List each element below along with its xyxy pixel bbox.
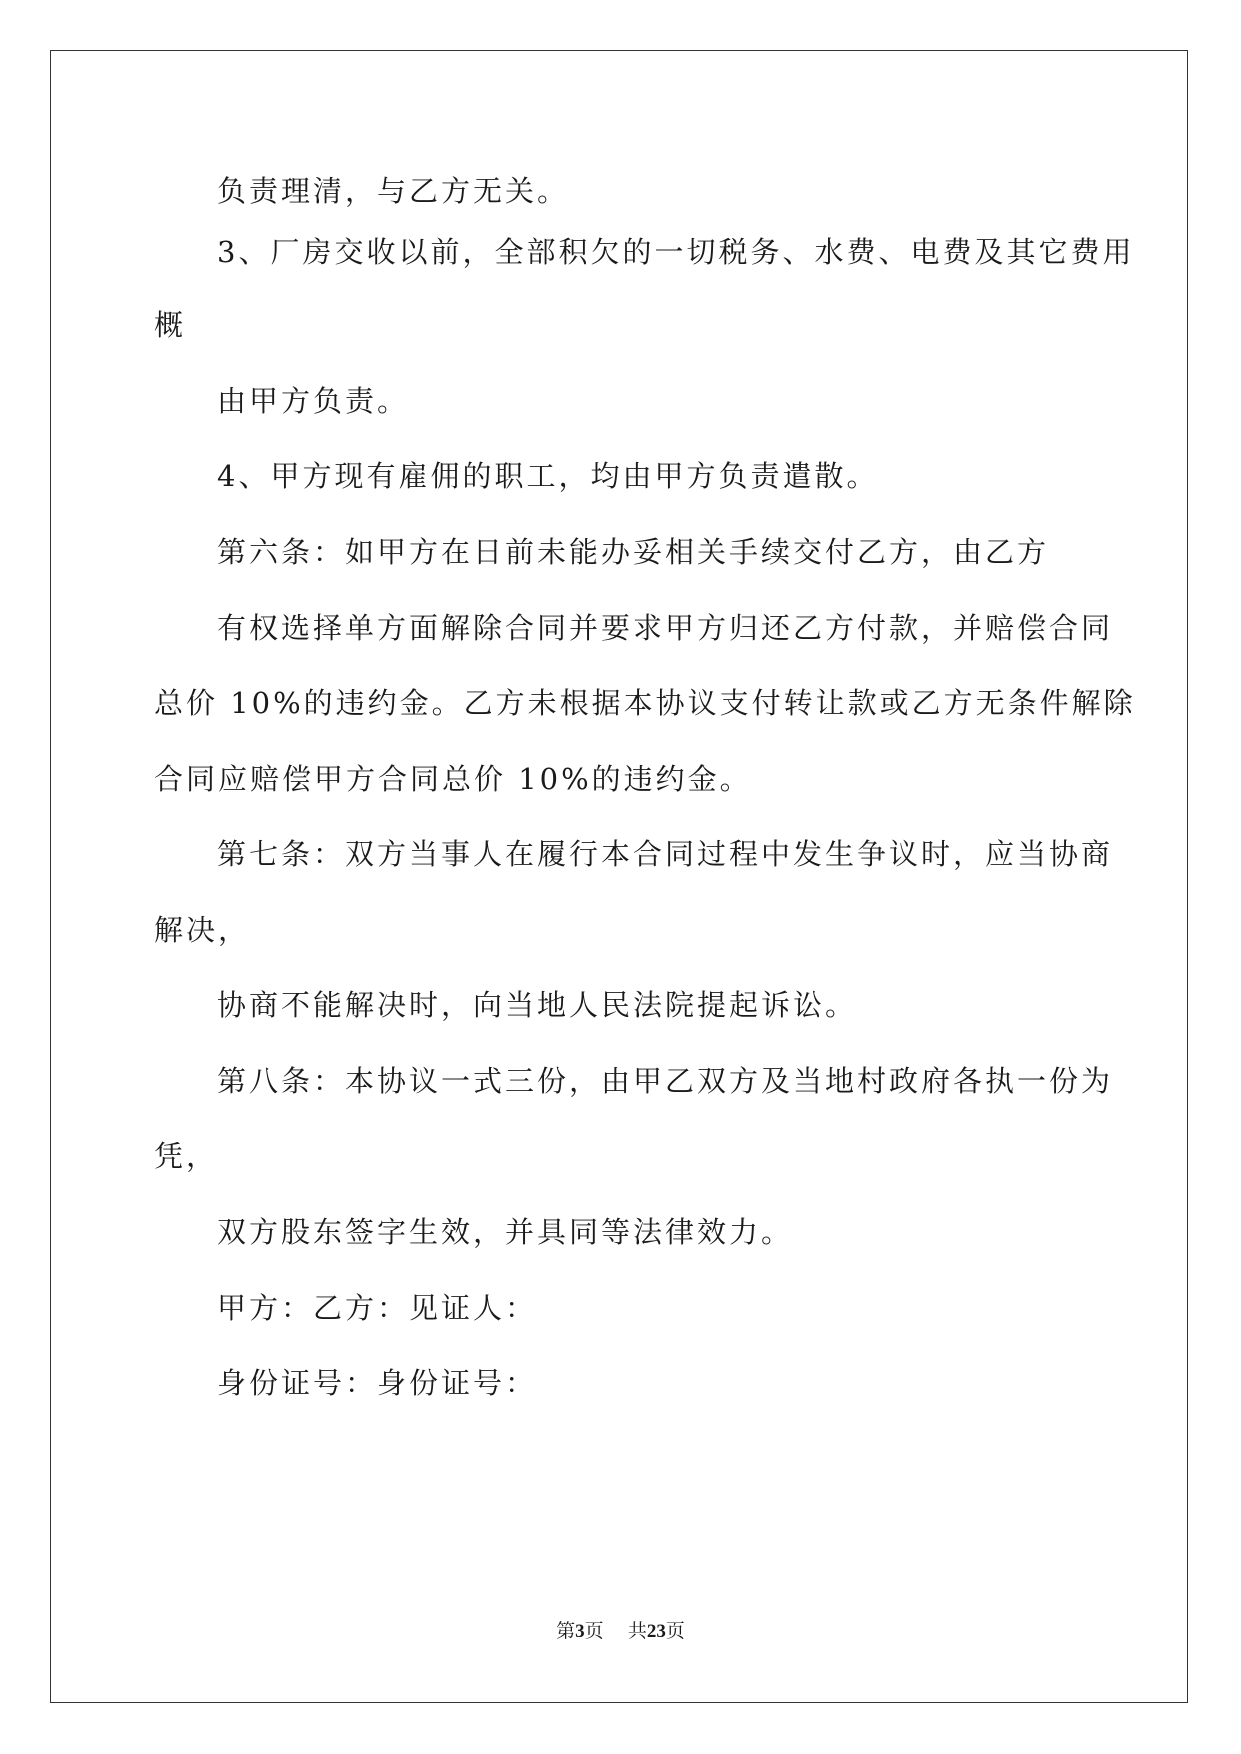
text-line: 3、厂房交收以前，全部积欠的一切税务、水费、电费及其它费用	[217, 235, 1135, 269]
text-line: 4、甲方现有雇佣的职工，均由甲方负责遣散。	[217, 459, 879, 493]
text-line: 凭，	[154, 1139, 219, 1173]
text-line: 有权选择单方面解除合同并要求甲方归还乙方付款，并赔偿合同	[217, 611, 1114, 645]
text-line: 第七条：双方当事人在履行本合同过程中发生争议时，应当协商	[217, 837, 1114, 871]
page-footer	[0, 1619, 1241, 1644]
text-line: 负责理清，与乙方无关。	[217, 174, 570, 208]
text-line: 双方股东签字生效，并具同等法律效力。	[217, 1215, 794, 1249]
page-suffix: 页	[584, 1620, 604, 1642]
page-border	[50, 50, 1188, 1703]
text-line: 甲方：乙方：见证人：	[217, 1291, 538, 1325]
text-line: 概	[154, 308, 187, 342]
text-line: 第八条：本协议一式三份，由甲乙双方及当地村政府各执一份为	[217, 1064, 1114, 1098]
text-line: 身份证号：身份证号：	[217, 1366, 538, 1400]
text-line: 第六条：如甲方在日前未能办妥相关手续交付乙方，由乙方	[217, 535, 1050, 569]
page-total: 23	[646, 1621, 666, 1642]
total-suffix: 页	[665, 1620, 685, 1642]
text-line: 协商不能解决时，向当地人民法院提起诉讼。	[217, 988, 858, 1022]
page-current: 3	[575, 1621, 585, 1642]
page-prefix: 第	[556, 1620, 576, 1642]
text-line: 由甲方负责。	[217, 384, 410, 418]
text-line: 总价 10%的违约金。乙方未根据本协议支付转让款或乙方无条件解除	[154, 686, 1136, 720]
text-line: 合同应赔偿甲方合同总价 10%的违约金。	[154, 762, 752, 796]
text-line: 解决，	[154, 913, 251, 947]
total-prefix: 共	[627, 1620, 647, 1642]
